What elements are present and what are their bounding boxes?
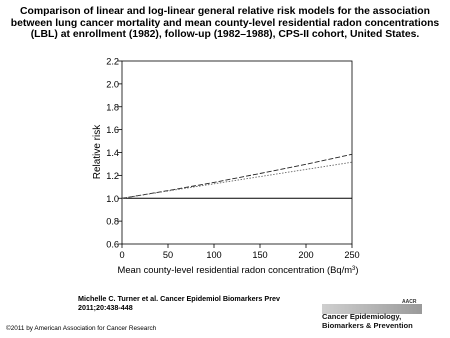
y-tick-label: 1.4 — [106, 148, 119, 158]
journal-logo — [300, 299, 430, 335]
x-tick-label: 150 — [252, 250, 268, 260]
y-tick-label: 1.8 — [106, 102, 119, 113]
dotted-series-line — [122, 162, 352, 198]
x-axis-label — [118, 264, 359, 275]
series-group — [122, 154, 352, 198]
citation: Michelle C. Turner et al. Cancer Epidemiol Biomarkers Prev 2011;20:438-448 — [78, 294, 280, 312]
x-tick-label: 0 — [119, 250, 125, 260]
figure-title: Comparison of linear and log-linear general relative risk models for the association between lung cancer mortality and mean county-level residential radon concentrations (LBL) at enrollment (1982), follow-up (1982–1988), CPS-II cohort, United States. — [10, 6, 440, 40]
x-tick-label: 100 — [206, 250, 222, 260]
y-tick-label: 1.6 — [106, 125, 119, 136]
y-tick-label: 1.0 — [106, 193, 119, 204]
copyright: ©2011 by American Association for Cancer Research — [6, 325, 157, 332]
dashed-series-line — [122, 154, 352, 198]
x-tick-label: 250 — [344, 250, 360, 260]
y-tick-label: 0.8 — [106, 216, 119, 227]
logo-journal-line1: Cancer Epidemiology, — [322, 312, 402, 321]
y-tick-label: 0.6 — [106, 239, 119, 250]
y-tick-label: 2.2 — [106, 56, 119, 67]
x-tick-label: 50 — [162, 250, 174, 260]
x-axis-label-main: Mean county-level residential radon concentration (Bq/m — [117, 264, 353, 275]
logo-journal-line2: Biomarkers & Prevention — [322, 321, 413, 330]
x-axis-label-suffix: ) — [355, 264, 359, 275]
y-axis-label: Relative risk — [92, 124, 103, 180]
logo-aacr: AACR — [402, 299, 417, 305]
x-tick-label: 200 — [298, 250, 314, 260]
y-tick-label: 1.2 — [106, 170, 119, 181]
plot-frame — [122, 61, 352, 244]
y-axis — [106, 57, 122, 250]
logo-journal-name — [322, 312, 413, 330]
x-axis — [119, 244, 359, 260]
y-tick-label: 2.0 — [106, 79, 119, 90]
x-axis-label-superscript: 3 — [352, 266, 356, 272]
